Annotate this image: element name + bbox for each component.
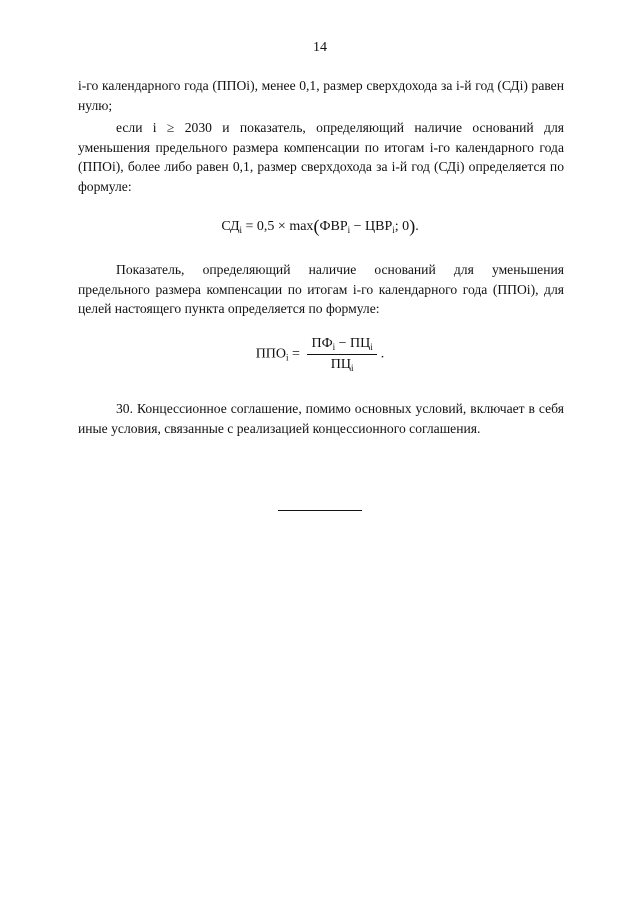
paragraph-1: i-го календарного года (ППОi), менее 0,1, размер сверхдохода за i-й год (СДi) равен нулю; xyxy=(78,78,564,113)
formula-ppo-num-a-sub: i xyxy=(332,342,336,352)
formula-ppo-den-sub: i xyxy=(350,363,354,373)
formula-ppo-fraction xyxy=(307,336,376,373)
formula-sd-term1-sub: i xyxy=(347,225,351,235)
formula-sd-close-paren: ) xyxy=(409,216,416,236)
paragraph-3: Показатель, определяющий наличие оснований для уменьшения предельного размера компенсации по итогам i-го календарного года (ППОi), для целей настоящего пункта определяется по формуле: xyxy=(78,262,564,316)
page-number: 14 xyxy=(313,40,327,55)
formula-ppo-minus: − xyxy=(335,336,351,351)
formula-sd-minus: − xyxy=(350,219,366,234)
formula-ppo-denominator xyxy=(307,355,376,373)
formula-sd-zero: ; 0 xyxy=(394,219,410,234)
formula-sd xyxy=(0,216,640,237)
formula-ppo-equals: = xyxy=(288,346,304,362)
formula-sd-open-paren: ( xyxy=(313,216,320,236)
formula-ppo-den: ПЦ xyxy=(330,357,351,372)
formula-sd-lhs: СД xyxy=(221,219,240,234)
formula-sd-end: . xyxy=(415,219,419,234)
formula-ppo-num-b: ПЦ xyxy=(350,336,371,351)
formula-ppo xyxy=(0,336,640,373)
formula-ppo-lhs: ППО xyxy=(255,346,287,362)
formula-ppo-num-b-sub: i xyxy=(370,342,373,352)
formula-ppo-lhs-sub: i xyxy=(286,352,289,363)
end-rule xyxy=(278,510,362,511)
formula-sd-coef: = 0,5 × max xyxy=(242,219,314,234)
formula-sd-term2-sub: i xyxy=(392,225,395,235)
formula-ppo-numerator xyxy=(307,336,376,355)
paragraph-2: если i ≥ 2030 и показатель, определяющий наличие оснований для уменьшения предельного размера компенсации по итогам i-го календарного года (ППОi), более либо равен 0,1, размер сверхдохода за i-й год (СДi) определяется по формуле: xyxy=(78,120,564,194)
formula-ppo-num-a: ПФ xyxy=(311,336,333,351)
formula-sd-term2: ЦВР xyxy=(365,219,393,234)
formula-sd-lhs-sub: i xyxy=(239,225,243,235)
formula-ppo-end: . xyxy=(380,346,385,362)
formula-sd-term1: ФВР xyxy=(319,219,348,234)
paragraph-4: 30. Концессионное соглашение, помимо основных условий, включает в себя иные условия, связанные с реализацией концессионного соглашения. xyxy=(78,401,564,436)
